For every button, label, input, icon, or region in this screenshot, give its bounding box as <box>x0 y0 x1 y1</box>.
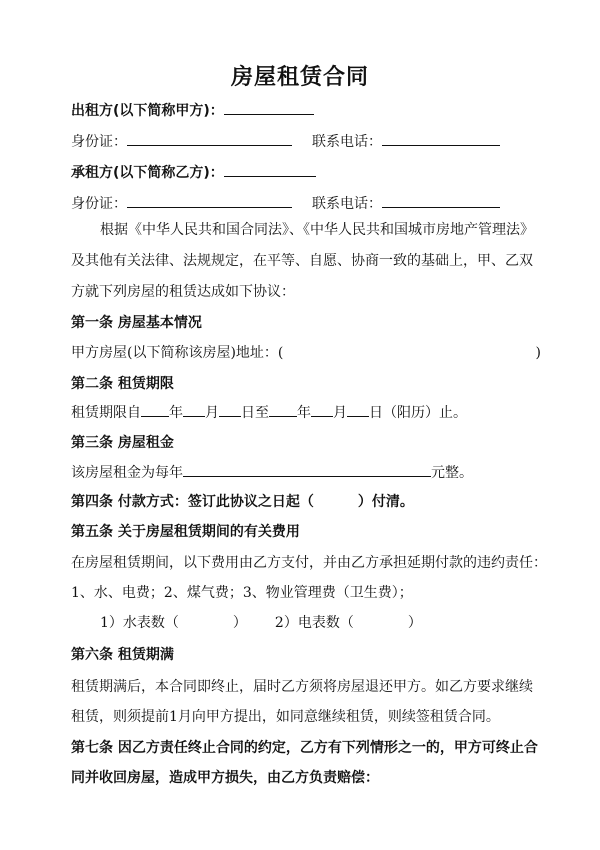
month-label-2: 月 <box>333 405 347 421</box>
elec-meter-label: 2）电表数（ <box>274 615 354 631</box>
lessor-phone-label: 联系电话： <box>312 134 382 150</box>
lessee-line <box>71 162 316 183</box>
lessor-label: 出租方(以下简称甲方)： <box>71 103 224 119</box>
lessee-label: 承租方(以下简称乙方)： <box>71 165 224 181</box>
end-month-blank[interactable] <box>311 402 333 417</box>
start-day-blank[interactable] <box>219 402 241 417</box>
meter-line <box>100 613 422 633</box>
year-label: 年 <box>169 405 183 421</box>
article7-line-1: 第七条 因乙方责任终止合同的约定，乙方有下列情形之一的，甲方可终止合 <box>71 740 538 756</box>
rent-label: 该房屋租金为每年 <box>71 465 183 481</box>
year-label-2: 年 <box>297 405 311 421</box>
lessee-id-label: 身份证： <box>71 196 127 212</box>
elec-meter-close: ） <box>407 615 422 631</box>
article2-heading: 第二条 租赁期限 <box>71 376 174 392</box>
article4-line <box>71 492 414 512</box>
article3-heading: 第三条 房屋租金 <box>71 435 174 451</box>
start-year-blank[interactable] <box>141 402 169 417</box>
lessee-id-line <box>71 193 500 214</box>
article5-line-2: 1、水、电费；2、煤气费；3、物业管理费（卫生费）； <box>71 585 413 601</box>
lessee-phone-blank[interactable] <box>382 193 500 208</box>
intro-line-2: 及其他有关法律、法规规定，在平等、自愿、协商一致的基础上，甲、乙双 <box>71 253 533 269</box>
rent-amount-blank[interactable] <box>183 462 431 477</box>
article6-heading: 第六条 租赁期满 <box>71 647 174 663</box>
lease-term-label: 租赁期限自 <box>71 405 141 421</box>
month-label: 月 <box>205 405 219 421</box>
day-to-label: 日至 <box>241 405 269 421</box>
intro-line-1: 根据《中华人民共和国合同法》、《中华人民共和国城市房地产管理法》 <box>100 222 534 238</box>
day-end-label: 日（阳历）止。 <box>369 405 467 421</box>
article4-close: ）付清。 <box>357 494 414 510</box>
lease-term-line <box>71 402 467 423</box>
water-meter-close: ） <box>232 615 247 631</box>
lessor-id-label: 身份证： <box>71 134 127 150</box>
address-label: 甲方房屋(以下简称该房屋)地址：( <box>71 345 284 361</box>
lessor-line <box>71 100 314 121</box>
lessee-phone-label: 联系电话： <box>312 196 382 212</box>
article5-heading: 第五条 关于房屋租赁期间的有关费用 <box>71 524 300 540</box>
lessor-phone-blank[interactable] <box>382 131 500 146</box>
article6-line-2: 租赁，则须提前1月向甲方提出，如同意继续租赁，则续签租赁合同。 <box>71 709 500 725</box>
lessee-id-blank[interactable] <box>127 193 292 208</box>
page-title: 房屋租赁合同 <box>230 65 369 90</box>
rent-suffix: 元整。 <box>431 465 473 481</box>
article1-heading: 第一条 房屋基本情况 <box>71 315 202 331</box>
lessee-name-blank[interactable] <box>224 162 316 177</box>
article6-line-1: 租赁期满后，本合同即终止，届时乙方须将房屋退还甲方。如乙方要求继续 <box>71 679 533 695</box>
article5-line-1: 在房屋租赁期间，以下费用由乙方支付，并由乙方承担延期付款的违约责任： <box>71 555 547 571</box>
end-day-blank[interactable] <box>347 402 369 417</box>
article1-address-line <box>71 343 541 363</box>
lessor-id-blank[interactable] <box>127 131 292 146</box>
address-close: ) <box>535 345 541 361</box>
rent-line <box>71 462 473 483</box>
end-year-blank[interactable] <box>269 402 297 417</box>
intro-line-3: 方就下列房屋的租赁达成如下协议： <box>71 284 295 300</box>
start-month-blank[interactable] <box>183 402 205 417</box>
lessor-name-blank[interactable] <box>224 100 314 115</box>
article7-line-2: 同并收回房屋，造成甲方损失，由乙方负责赔偿： <box>71 770 379 786</box>
water-meter-label: 1）水表数（ <box>100 615 179 631</box>
lessor-id-line <box>71 131 500 152</box>
article4-heading: 第四条 付款方式：签订此协议之日起（ <box>71 494 314 510</box>
